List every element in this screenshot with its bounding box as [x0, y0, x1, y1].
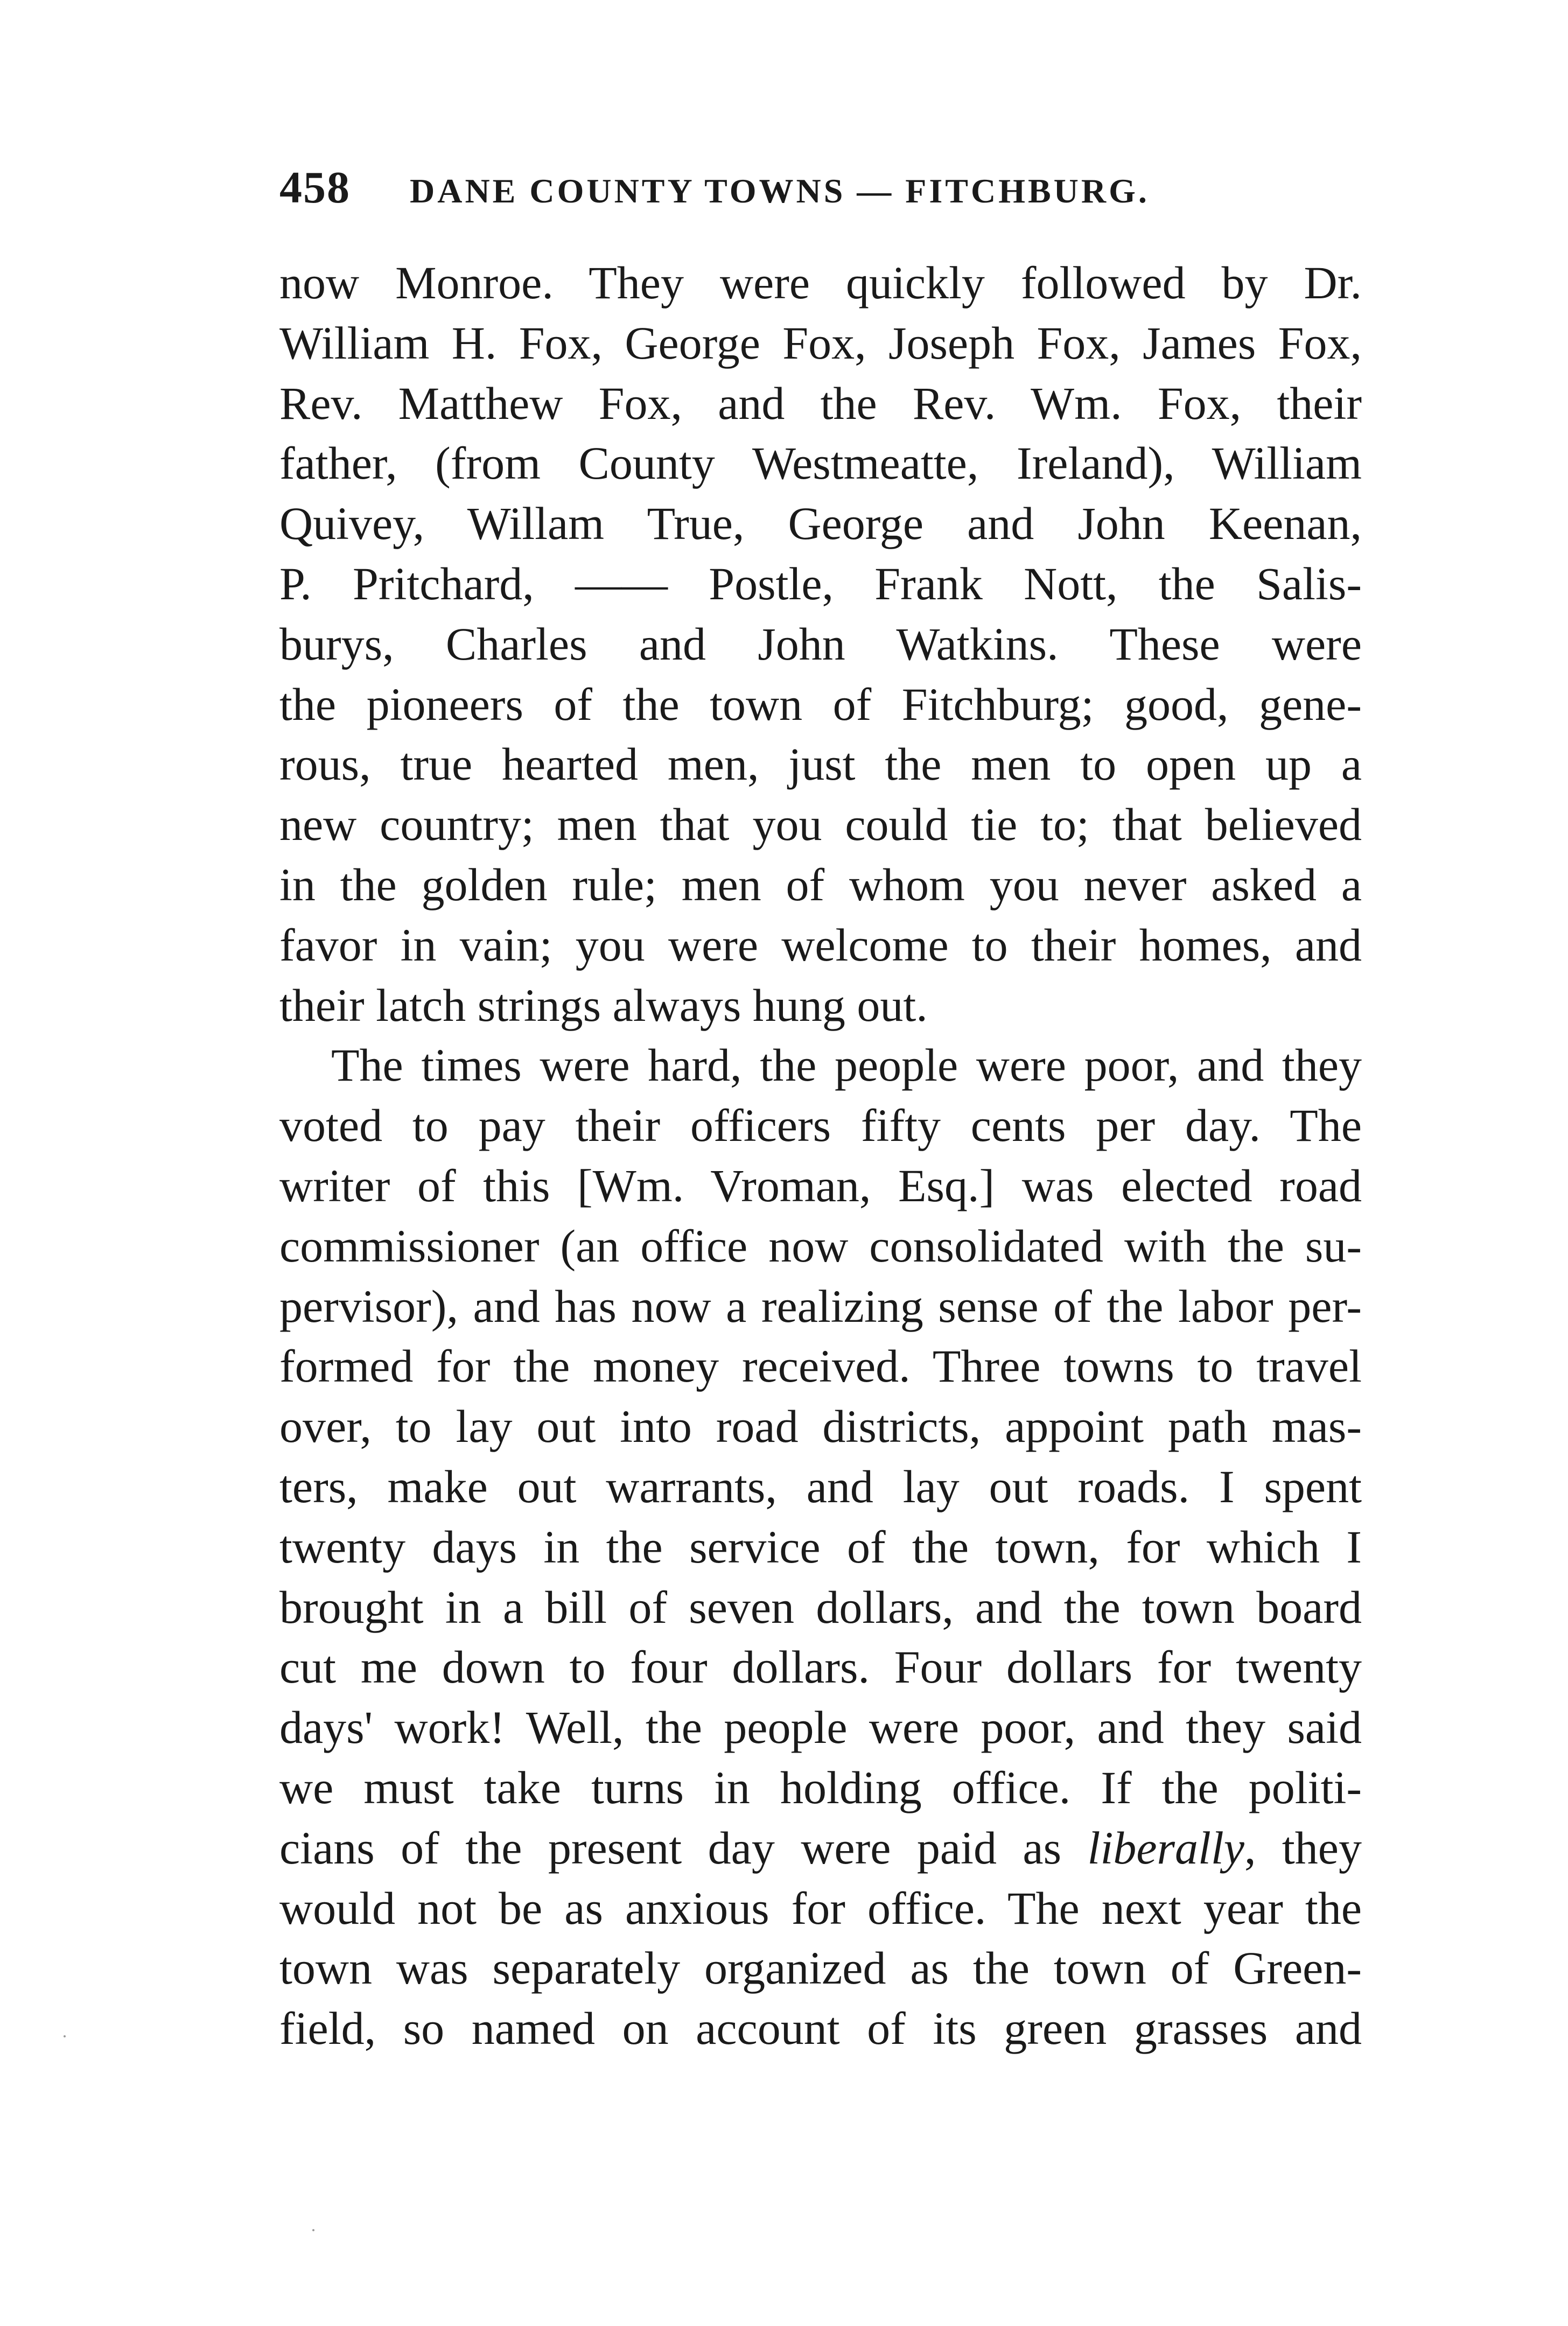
body-text: [279, 253, 1362, 2059]
text-line: P. Pritchard, —— Postle, Frank Nott, the Salis-: [279, 557, 1362, 609]
running-head: [279, 162, 1356, 221]
italic-word: liberally: [1087, 1821, 1244, 1874]
text-line: commissioner (an office now consolidated with the su-: [279, 1220, 1362, 1272]
text-line: pervisor), and has now a realizing sense of the labor per-: [279, 1280, 1362, 1332]
text-line-start: cians of the present day were paid as: [279, 1821, 1088, 1874]
text-line: favor in vain; you were welcome to their homes, and: [279, 919, 1362, 971]
text-line: Rev. Matthew Fox, and the Rev. Wm. Fox, their: [279, 377, 1362, 429]
text-line: William H. Fox, George Fox, Joseph Fox, James Fox,: [279, 317, 1362, 369]
text-line: The times were hard, the people were poor, and they: [331, 1039, 1362, 1091]
text-line: we must take turns in holding office. If the politi-: [279, 1761, 1362, 1813]
paper-speck: [64, 2035, 66, 2037]
paper-speck: [312, 2229, 314, 2231]
text-line: writer of this [Wm. Vroman, Esq.] was elected road: [279, 1159, 1362, 1211]
text-line: would not be as anxious for office. The next year the: [279, 1882, 1362, 1934]
text-line: voted to pay their officers fifty cents per day. The: [279, 1099, 1362, 1152]
text-line: field, so named on account of its green grasses and: [279, 2002, 1362, 2055]
text-line: Quivey, Willam True, George and John Keenan,: [279, 498, 1362, 550]
text-line: burys, Charles and John Watkins. These were: [279, 618, 1362, 670]
text-line: town was separately organized as the town of Green-: [279, 1942, 1362, 1994]
text-line: [279, 1818, 1362, 1879]
text-line: formed for the money received. Three towns to travel: [279, 1340, 1362, 1392]
text-line: their latch strings always hung out.: [279, 979, 928, 1031]
text-line: twenty days in the service of the town, for which I: [279, 1521, 1362, 1573]
text-line: in the golden rule; men of whom you never asked a: [279, 858, 1362, 910]
text-line: ters, make out warrants, and lay out roads. I spent: [279, 1460, 1362, 1512]
text-line-end: , they: [1244, 1821, 1362, 1874]
text-line: over, to lay out into road districts, appoint path mas-: [279, 1400, 1362, 1453]
text-line: days' work! Well, the people were poor, and they said: [279, 1701, 1362, 1754]
text-line: cut me down to four dollars. Four dollars for twenty: [279, 1641, 1362, 1693]
text-line: brought in a bill of seven dollars, and the town board: [279, 1581, 1362, 1633]
text-line: the pioneers of the town of Fitchburg; good, gene-: [279, 678, 1362, 730]
text-line: rous, true hearted men, just the men to open up a: [279, 738, 1362, 790]
text-line: new country; men that you could tie to; that believed: [279, 798, 1362, 851]
text-line: father, (from County Westmeatte, Ireland), William: [279, 437, 1362, 489]
page-number: 458: [279, 163, 351, 213]
paragraph-1: [279, 253, 1362, 1035]
text-line: now Monroe. They were quickly followed by Dr.: [279, 257, 1362, 309]
paragraph-2: [279, 1035, 1362, 2059]
running-title: DANE COUNTY TOWNS — FITCHBURG.: [410, 172, 1150, 210]
